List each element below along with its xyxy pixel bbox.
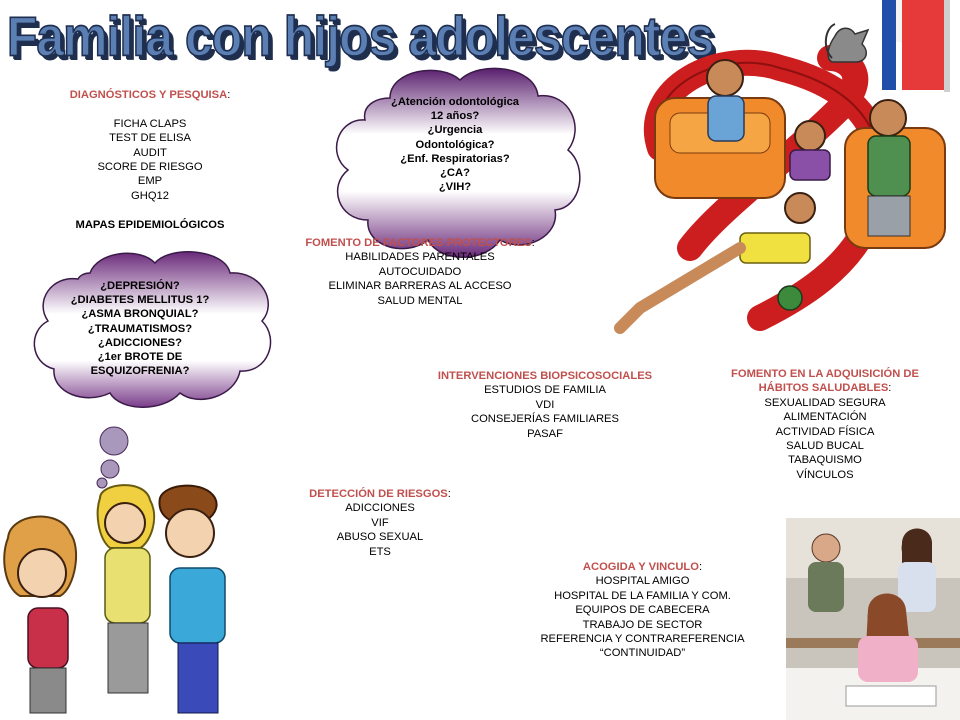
cloud-top-line: 12 años? bbox=[430, 110, 480, 123]
acogida-item: “CONTINUIDAD” bbox=[599, 647, 686, 660]
deteccion-header: DETECCIÓN DE RIESGOS bbox=[309, 488, 448, 500]
habitos-item: VÍNCULOS bbox=[796, 468, 854, 481]
thought-cloud-left-text bbox=[40, 279, 240, 378]
habitos-item: SALUD BUCAL bbox=[786, 440, 864, 453]
deteccion-item: VIF bbox=[371, 516, 389, 529]
cloud-left-line: ¿ADICCIONES? bbox=[98, 336, 182, 349]
acogida-header: ACOGIDA Y VINCULO bbox=[582, 561, 699, 573]
cloud-top-line: ¿Enf. Respiratorias? bbox=[400, 152, 510, 165]
habitos-item: SEXUALIDAD SEGURA bbox=[764, 396, 886, 409]
habitos-header-line1: FOMENTO EN LA ADQUISICIÓN DE bbox=[731, 368, 919, 380]
acogida-item: TRABAJO DE SECTOR bbox=[582, 618, 703, 631]
diagnosticos-block: DIAGNÓSTICOS Y PESQUISA: FICHA CLAPS TEST DE ELISA AUDIT SCORE DE RIESGO EMP GHQ12 MAPAS EPIDEMIOLÓGICOS bbox=[40, 88, 260, 232]
deteccion-item: ADICCIONES bbox=[345, 502, 415, 515]
acogida-block: ACOGIDA Y VINCULO: HOSPITAL AMIGO HOSPITAL DE LA FAMILIA Y COM. EQUIPOS DE CABECERA TRABAJO DE SECTOR REFERENCIA Y CONTRAREFERENCIA “CONTINUIDAD” bbox=[510, 560, 775, 661]
page-title: Familia con hijos adolescentes bbox=[6, 5, 714, 68]
fomento-protectores-item: ELIMINAR BARRERAS AL ACCESO bbox=[328, 280, 512, 293]
fomento-protectores-block: FOMENTO DE FACTORES PROTECTORES: HABILIDADES PARENTALES AUTOCUIDADO ELIMINAR BARRERAS AL ACCESO SALUD MENTAL bbox=[280, 236, 560, 308]
cloud-top-line: ¿VIH? bbox=[438, 181, 472, 194]
acogida-item: REFERENCIA Y CONTRAREFERENCIA bbox=[540, 633, 745, 646]
habitos-block: FOMENTO EN LA ADQUISICIÓN DE HÁBITOS SALUDABLES: SEXUALIDAD SEGURA ALIMENTACIÓN ACTIVIDAD FÍSICA SALUD BUCAL TABAQUISMO VÍNCULOS bbox=[700, 367, 950, 482]
habitos-item: TABAQUISMO bbox=[788, 454, 862, 467]
fomento-protectores-item: AUTOCUIDADO bbox=[378, 265, 462, 278]
habitos-item: ALIMENTACIÓN bbox=[783, 411, 867, 424]
cloud-left-line: ¿ASMA BRONQUIAL? bbox=[81, 308, 199, 321]
cloud-left-line: ¿DEPRESIÓN? bbox=[100, 280, 180, 292]
cloud-top-line: ¿CA? bbox=[440, 167, 470, 180]
cloud-left-line: ESQUIZOFRENIA? bbox=[90, 365, 190, 378]
diagnosticos-item: SCORE DE RIESGO bbox=[97, 161, 203, 174]
family-on-sofa-illustration bbox=[600, 18, 960, 358]
arguing-family-illustration bbox=[0, 478, 270, 720]
fomento-protectores-item: HABILIDADES PARENTALES bbox=[345, 251, 495, 264]
deteccion-item: ABUSO SEXUAL bbox=[336, 531, 424, 544]
fomento-protectores-item: SALUD MENTAL bbox=[377, 294, 463, 307]
cloud-left-line: ¿DIABETES MELLITUS 1? bbox=[70, 294, 210, 307]
deteccion-item: ETS bbox=[369, 545, 391, 558]
intervenciones-block bbox=[410, 369, 680, 441]
cloud-top-line: ¿Urgencia bbox=[427, 124, 483, 137]
intervenciones-item: CONSEJERÍAS FAMILIARES bbox=[471, 413, 619, 426]
thought-cloud-top-text bbox=[360, 95, 550, 194]
habitos-item: ACTIVIDAD FÍSICA bbox=[775, 425, 875, 438]
cloud-left-line: ¿TRAUMATISMOS? bbox=[87, 322, 193, 335]
diagnosticos-header: DIAGNÓSTICOS Y PESQUISA bbox=[69, 89, 228, 101]
acogida-item: EQUIPOS DE CABECERA bbox=[575, 604, 710, 617]
diagnosticos-item: GHQ12 bbox=[131, 189, 169, 202]
diagnosticos-item: AUDIT bbox=[133, 146, 167, 159]
cloud-top-line: ¿Atención odontológica bbox=[390, 96, 520, 108]
diagnosticos-item: TEST DE ELISA bbox=[109, 132, 191, 145]
cat-icon bbox=[826, 24, 868, 62]
acogida-item: HOSPITAL AMIGO bbox=[595, 575, 690, 588]
fomento-protectores-header: FOMENTO DE FACTORES PROTECTORES bbox=[305, 237, 532, 249]
diagnosticos-item: FICHA CLAPS bbox=[113, 117, 187, 130]
students-photo bbox=[786, 518, 960, 720]
cloud-left-line: ¿1er BROTE DE bbox=[97, 351, 183, 364]
acogida-item: HOSPITAL DE LA FAMILIA Y COM. bbox=[554, 589, 731, 602]
intervenciones-header: INTERVENCIONES BIOPSICOSOCIALES bbox=[437, 370, 653, 382]
intervenciones-item: PASAF bbox=[527, 427, 563, 440]
cloud-top-line: Odontológica? bbox=[415, 138, 495, 151]
intervenciones-item: ESTUDIOS DE FAMILIA bbox=[484, 384, 606, 397]
mapas-epidemiologicos: MAPAS EPIDEMIOLÓGICOS bbox=[75, 218, 225, 231]
intervenciones-item: VDI bbox=[535, 398, 555, 411]
diagnosticos-item: EMP bbox=[137, 175, 163, 188]
habitos-header-line2: HÁBITOS SALUDABLES bbox=[758, 382, 889, 395]
deteccion-block: DETECCIÓN DE RIESGOS: ADICCIONES VIF ABUSO SEXUAL ETS bbox=[270, 487, 490, 559]
